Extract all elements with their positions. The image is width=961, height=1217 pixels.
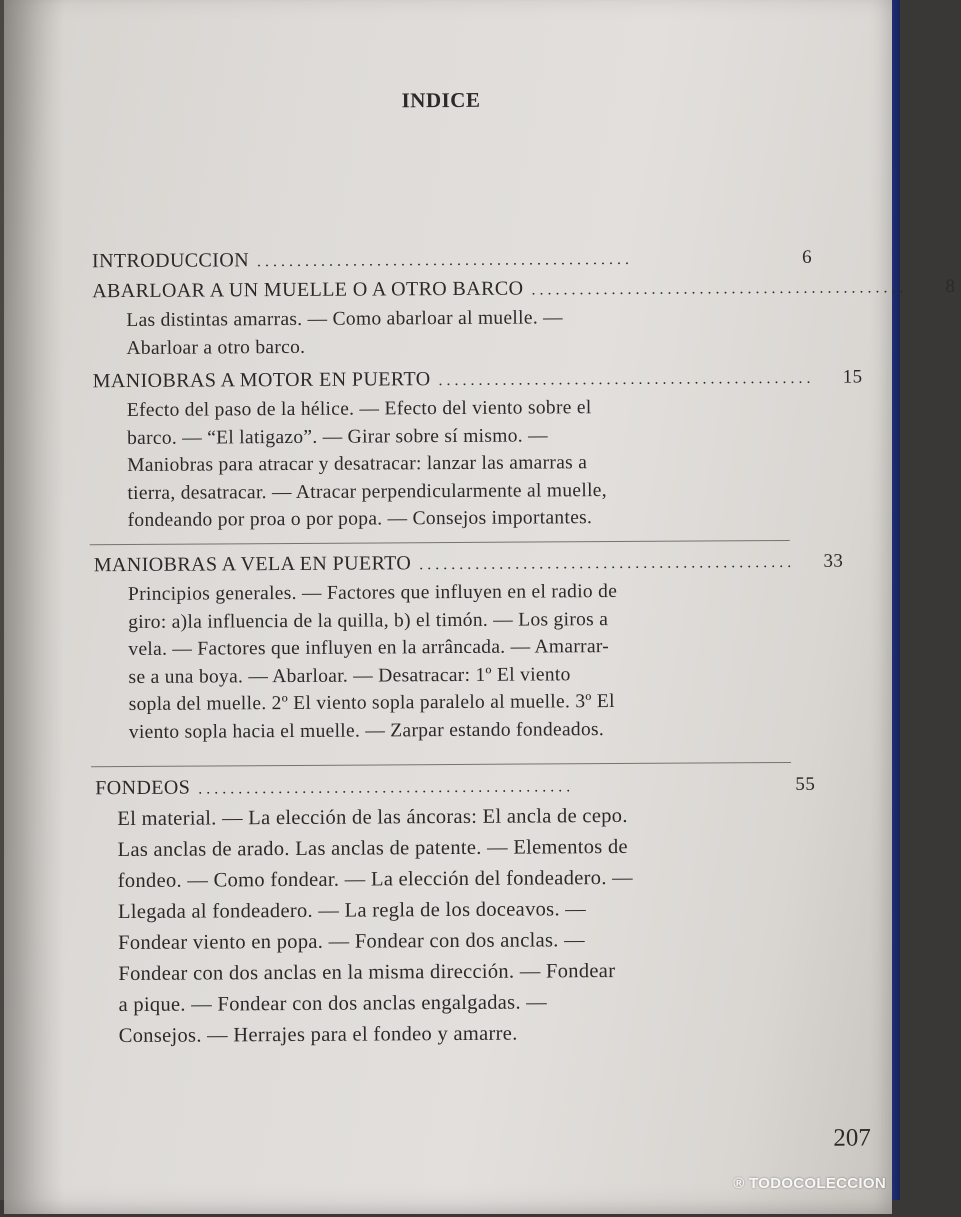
description-line: Maniobras para atracar y desatracar: lanzar las amarras a [127, 452, 588, 476]
toc-entry-title: FONDEOS [95, 776, 191, 800]
description-line: Las anclas de arado. Las anclas de patente. — Elementos de [117, 835, 628, 862]
toc-entry-heading [95, 773, 815, 800]
description-line: Fondear viento en popa. — Fondear con dos anclas. — [118, 929, 585, 955]
description-line: viento sopla hacia el muelle. — Zarpar estando fondeados. [128, 718, 605, 743]
description-line: sopla del muelle. 2º El viento sopla paralelo al muelle. 3º El [128, 691, 615, 715]
book-page [4, 0, 956, 1214]
description-line: Abarloar a otro barco. [126, 336, 306, 359]
description-line: se a una boya. — Abarloar. — Desatracar: 1º El viento [128, 663, 571, 688]
toc-dot-leader: ............................................... [256, 250, 634, 271]
toc-dot-leader: ............................................... [419, 553, 796, 574]
toc-entry-title: INTRODUCCION [91, 249, 250, 273]
toc-entry-title: MANIOBRAS A MOTOR EN PUERTO [92, 368, 431, 393]
description-line: fondeando por proa o por popa. — Consejos importantes. [127, 507, 593, 531]
toc-page-number: 15 [842, 366, 863, 388]
description-line: Fondear con dos anclas en la misma dirección. — Fondear [118, 960, 616, 986]
toc-entry-fondeos [95, 773, 817, 1052]
toc-entry-description [128, 577, 815, 746]
toc-dot-leader: ............................................... [198, 778, 575, 798]
description-line: Consejos. — Herrajes para el fondeo y amarre. [118, 1022, 518, 1048]
toc-entry-description [126, 303, 812, 362]
description-line: Efecto del paso de la hélice. — Efecto del viento sobre el [126, 397, 592, 421]
description-line: Principios generales. — Factores que influyen en el radio de [127, 581, 618, 605]
toc-entry-introduccion [92, 246, 812, 273]
description-line: fondeo. — Como fondear. — La elección del fondeadero. — [117, 866, 634, 893]
page-number-folio: 207 [833, 1124, 871, 1152]
description-line: barco. — “El latigazo”. — Girar sobre sí mismo. — [127, 424, 548, 449]
description-line: vela. — Factores que influyen en la arrâncada. — Amarrar- [128, 636, 610, 660]
toc-entry-description [127, 393, 814, 535]
description-line: giro: a)la influencia de la quilla, b) el timón. — Los giros a [128, 608, 609, 633]
toc-entry-title: ABARLOAR A UN MUELLE O A OTRO BARCO [92, 277, 524, 303]
toc-entry-heading [92, 366, 863, 393]
description-line: tierra, desatracar. — Atracar perpendicularmente al muelle, [127, 479, 607, 504]
toc-entry-heading [92, 246, 812, 273]
watermark: ® TODOCOLECCION [733, 1175, 886, 1192]
section-divider [91, 762, 791, 767]
toc-entry-heading [92, 275, 956, 303]
toc-entry-description [117, 800, 817, 1052]
index-title: INDICE [401, 87, 481, 113]
description-line: El material. — La elección de las áncoras: El ancla de cepo. [117, 804, 628, 831]
description-line: Llegada al fondeadero. — La regla de los doceavos. — [117, 898, 587, 924]
toc-entry-heading [93, 550, 844, 577]
toc-page-number: 55 [795, 773, 816, 795]
toc-page-number: 6 [802, 246, 813, 268]
toc-page-number: 8 [945, 275, 956, 297]
toc-page-number: 33 [823, 550, 844, 572]
toc-dot-leader: ............................................... [438, 369, 815, 390]
description-line: a pique. — Fondear con dos anclas engalgadas. — [118, 991, 548, 1017]
toc-entry-maniobras-vela [93, 550, 844, 746]
toc-dot-leader: ............................................... [531, 279, 908, 299]
description-line: Las distintas amarras. — Como abarloar al muelle. — [126, 307, 564, 331]
section-divider [90, 540, 790, 545]
toc-entry-title: MANIOBRAS A VELA EN PUERTO [93, 552, 412, 577]
toc-entry-abarloar [92, 275, 956, 362]
toc-entry-maniobras-motor [92, 366, 863, 535]
